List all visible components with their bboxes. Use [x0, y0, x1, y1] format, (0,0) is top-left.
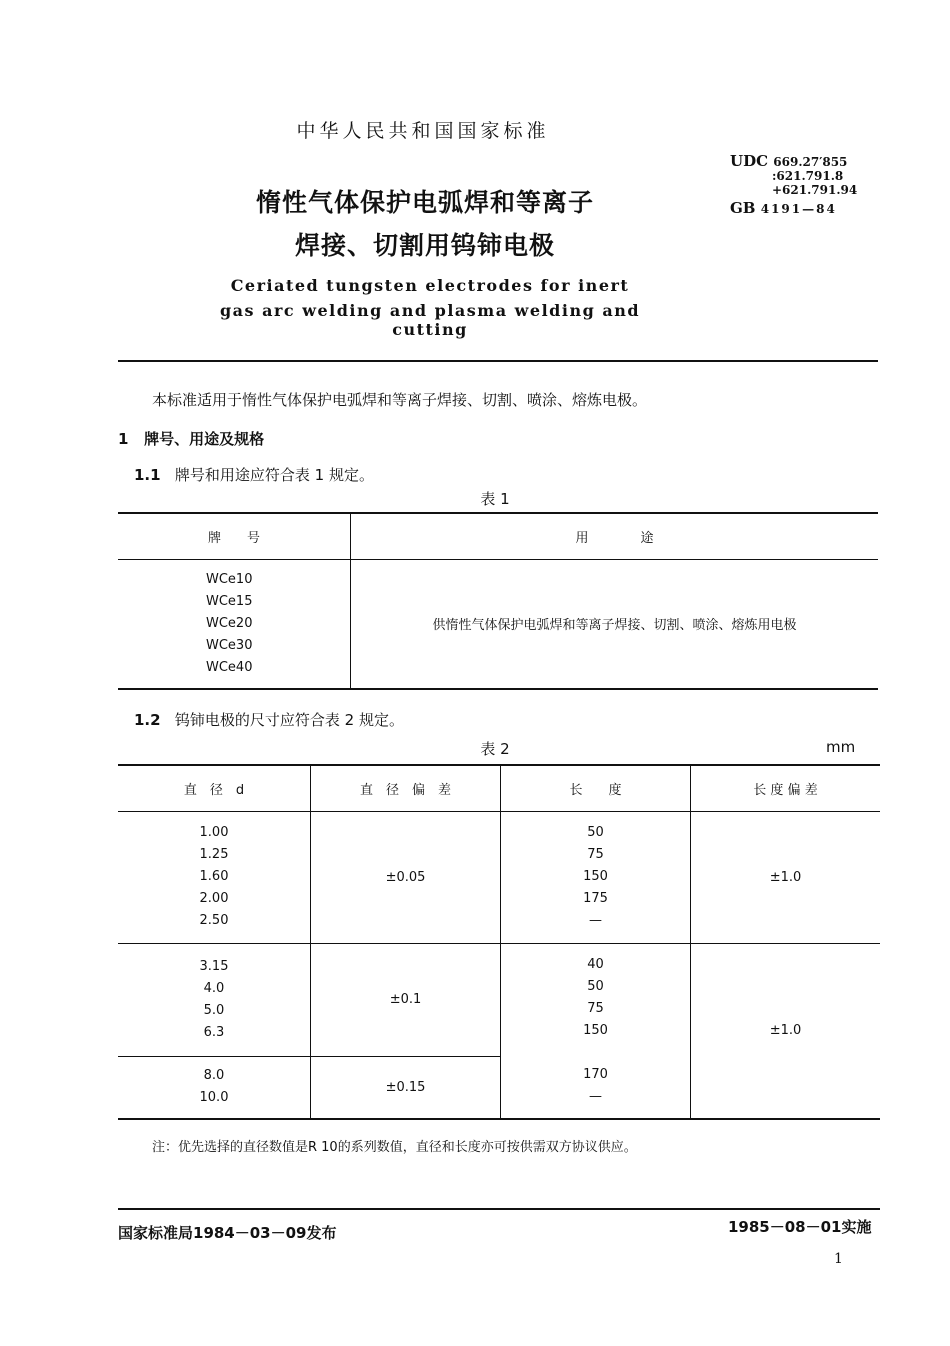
group1-tolerance: ±0.05 — [311, 811, 501, 943]
diameter-value: 3.15 — [199, 958, 229, 974]
length-value: — — [589, 913, 602, 928]
section-1-number: 1 — [118, 430, 129, 448]
table2-header-row — [118, 765, 880, 811]
header-rule — [118, 360, 878, 362]
group1-diameters — [118, 811, 311, 943]
udc-label: UDC — [730, 152, 769, 170]
diameter-value: 1.00 — [199, 825, 229, 840]
grade-item: WCe10 — [206, 571, 253, 587]
group2-tolerance: ±0.1 — [311, 943, 501, 1056]
grade-item: WCe20 — [206, 615, 253, 631]
length-value: 75 — [587, 1000, 604, 1016]
table2-header-length-tolerance: 长 度 偏 差 — [753, 782, 818, 798]
table1-row — [118, 559, 878, 689]
clause-1-2-number: 1.2 — [134, 711, 161, 729]
table2-caption: 表 2 — [480, 740, 510, 758]
grade-item: WCe40 — [206, 659, 253, 675]
clause-1-1-text: 牌号和用途应符合表 1 规定。 — [174, 466, 374, 484]
length-value: 150 — [583, 1022, 608, 1038]
effective-date: 1985－08－01实施 — [728, 1218, 872, 1236]
clause-1-1 — [134, 464, 374, 485]
diameter-value: 10.0 — [199, 1090, 229, 1106]
title-cn-line2: 焊接、切割用钨铈电极 — [294, 231, 555, 260]
table1-grades-cell — [118, 559, 351, 689]
issuing-country-header: 中华人民共和国国家标准 — [296, 120, 550, 142]
udc-code-1: 669.27′855 — [773, 155, 848, 169]
table2-header-diameter-tolerance: 直 径 偏 差 — [311, 765, 501, 811]
length-value: 175 — [583, 891, 608, 906]
group1-lengths — [501, 811, 691, 943]
issue-date: 国家标准局1984－03－09发布 — [118, 1224, 337, 1242]
table2-note: 注：优先选择的直径数值是R 10的系列数值，直径和长度亦可按供需双方协议供应。 — [152, 1140, 637, 1155]
table2-unit: mm — [826, 738, 856, 756]
diameter-value: 6.3 — [203, 1024, 225, 1040]
section-1-title: 牌号、用途及规格 — [144, 430, 265, 448]
udc-code-3: +621.791.94 — [772, 183, 858, 197]
group3-tolerance: ±0.15 — [311, 1056, 501, 1119]
diameter-value: 2.50 — [199, 913, 229, 928]
group1-length-tolerance: ±1.0 — [769, 869, 802, 885]
udc-code-2: :621.791.8 — [772, 169, 844, 183]
title-en-line1: Ceriated tungsten electrodes for inert — [230, 276, 630, 295]
footer-rule — [118, 1208, 880, 1210]
length-value: 150 — [583, 869, 608, 884]
clause-1-2-text: 钨铈电极的尺寸应符合表 2 规定。 — [174, 711, 404, 729]
table1-header-grade: 牌 号 — [118, 513, 351, 559]
length-value: — — [589, 1088, 602, 1104]
group3-diameters — [118, 1056, 311, 1119]
diameter-value: 4.0 — [203, 980, 225, 996]
gb-label: GB — [730, 199, 756, 217]
table2-header-length: 长 度 — [501, 765, 691, 811]
group2-diameters — [118, 943, 311, 1056]
grade-item: WCe30 — [206, 637, 253, 653]
length-value: 40 — [587, 956, 604, 972]
udc-block — [730, 154, 857, 216]
diameter-value: 1.60 — [199, 869, 229, 884]
length-value: 50 — [587, 978, 604, 994]
length-value: 50 — [587, 825, 604, 840]
diameter-value: 1.25 — [199, 847, 229, 862]
group2-3-length-tolerance: ±1.0 — [769, 1023, 802, 1039]
table-2 — [118, 764, 880, 1120]
table1-header-row — [118, 513, 878, 559]
table2-group2-row — [118, 943, 880, 1056]
gb-number: 4191—84 — [760, 202, 837, 216]
page-number: 1 — [834, 1251, 843, 1267]
group2-3-lengths — [501, 943, 691, 1119]
table-1 — [118, 512, 878, 690]
clause-1-2 — [134, 709, 404, 730]
diameter-value: 2.00 — [199, 891, 229, 906]
title-cn-line1: 惰性气体保护电弧焊和等离子 — [255, 188, 594, 217]
clause-1-1-number: 1.1 — [134, 466, 161, 484]
title-en-line2: gas arc welding and plasma welding and cutting — [219, 301, 641, 339]
table1-header-usage: 用 途 — [575, 530, 654, 546]
diameter-value: 5.0 — [203, 1002, 225, 1018]
intro-paragraph: 本标准适用于惰性气体保护电弧焊和等离子焊接、切割、喷涂、熔炼电极。 — [152, 391, 648, 409]
grade-item: WCe15 — [206, 593, 253, 609]
table1-caption: 表 1 — [480, 490, 510, 508]
table1-usage-cell: 供惰性气体保护电弧焊和等离子焊接、切割、喷涂、熔炼用电极 — [432, 618, 797, 634]
length-value: 75 — [587, 847, 604, 862]
table2-header-diameter: 直 径 d — [118, 765, 311, 811]
diameter-value: 8.0 — [203, 1068, 225, 1084]
table2-group1-row — [118, 811, 880, 943]
length-value: 170 — [583, 1066, 608, 1082]
section-1-heading — [118, 428, 264, 449]
